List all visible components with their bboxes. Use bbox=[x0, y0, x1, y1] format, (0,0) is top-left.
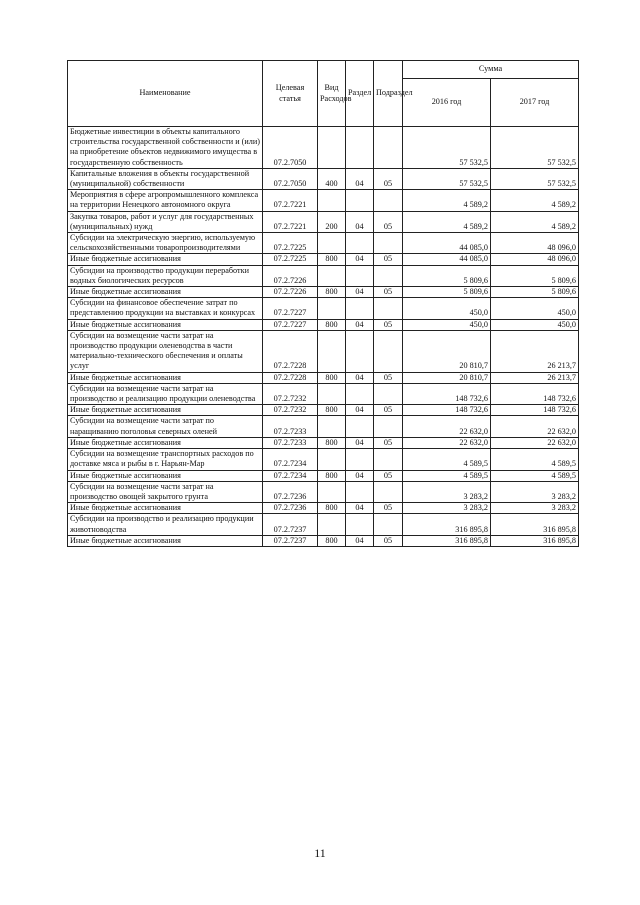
table-row bbox=[68, 514, 579, 535]
budget-table bbox=[67, 60, 579, 547]
row-razdel: 04 bbox=[346, 503, 374, 514]
row-name: Субсидии на возмещение части затрат на производство овощей закрытого грунта bbox=[68, 481, 263, 502]
row-sum-2016: 22 632,0 bbox=[403, 437, 491, 448]
row-podrazdel bbox=[374, 127, 403, 169]
row-razdel: 04 bbox=[346, 405, 374, 416]
row-razdel bbox=[346, 514, 374, 535]
row-sum-2016: 44 085,0 bbox=[403, 254, 491, 265]
row-target: 07.2.7221 bbox=[263, 211, 318, 232]
row-name: Капитальные вложения в объекты государственной (муниципальной) собственности bbox=[68, 168, 263, 189]
row-name: Субсидии на финансовое обеспечение затрат по представлению продукции на выставках и конкурсах bbox=[68, 298, 263, 319]
row-podrazdel bbox=[374, 514, 403, 535]
row-razdel bbox=[346, 330, 374, 372]
row-razdel bbox=[346, 449, 374, 470]
row-sum-2016: 20 810,7 bbox=[403, 372, 491, 383]
row-vid bbox=[318, 330, 346, 372]
table-row bbox=[68, 211, 579, 232]
row-vid: 800 bbox=[318, 319, 346, 330]
row-name: Иные бюджетные ассигнования bbox=[68, 287, 263, 298]
row-vid: 200 bbox=[318, 211, 346, 232]
row-sum-2016: 4 589,5 bbox=[403, 470, 491, 481]
row-sum-2017: 26 213,7 bbox=[491, 330, 579, 372]
row-podrazdel: 05 bbox=[374, 287, 403, 298]
row-podrazdel bbox=[374, 383, 403, 404]
row-name: Иные бюджетные ассигнования bbox=[68, 319, 263, 330]
row-name: Субсидии на производство продукции переработки водных биологических ресурсов bbox=[68, 265, 263, 286]
row-podrazdel bbox=[374, 190, 403, 211]
row-sum-2016: 316 895,8 bbox=[403, 514, 491, 535]
row-razdel bbox=[346, 190, 374, 211]
table-row bbox=[68, 535, 579, 546]
table-row bbox=[68, 233, 579, 254]
row-target: 07.2.7234 bbox=[263, 470, 318, 481]
header-vid: Вид Расходов bbox=[318, 61, 346, 127]
row-name: Субсидии на производство и реализацию продукции животноводства bbox=[68, 514, 263, 535]
row-sum-2016: 57 532,5 bbox=[403, 127, 491, 169]
header-2016: 2016 год bbox=[403, 79, 491, 127]
row-podrazdel: 05 bbox=[374, 372, 403, 383]
row-target: 07.2.7050 bbox=[263, 127, 318, 169]
row-target: 07.2.7227 bbox=[263, 319, 318, 330]
header-target: Целевая статья bbox=[263, 61, 318, 127]
row-sum-2017: 4 589,5 bbox=[491, 470, 579, 481]
row-podrazdel: 05 bbox=[374, 168, 403, 189]
row-vid: 800 bbox=[318, 535, 346, 546]
row-target: 07.2.7236 bbox=[263, 481, 318, 502]
row-sum-2016: 57 532,5 bbox=[403, 168, 491, 189]
table-row bbox=[68, 405, 579, 416]
row-razdel: 04 bbox=[346, 437, 374, 448]
row-sum-2017: 148 732,6 bbox=[491, 383, 579, 404]
row-sum-2017: 4 589,5 bbox=[491, 449, 579, 470]
row-sum-2017: 57 532,5 bbox=[491, 168, 579, 189]
row-podrazdel: 05 bbox=[374, 319, 403, 330]
row-sum-2016: 148 732,6 bbox=[403, 383, 491, 404]
row-name: Субсидии на возмещение транспортных расходов по доставке мяса и рыбы в г. Нарьян-Мар bbox=[68, 449, 263, 470]
table-row bbox=[68, 254, 579, 265]
row-sum-2017: 148 732,6 bbox=[491, 405, 579, 416]
row-sum-2016: 450,0 bbox=[403, 319, 491, 330]
row-sum-2016: 148 732,6 bbox=[403, 405, 491, 416]
row-razdel bbox=[346, 416, 374, 437]
row-podrazdel bbox=[374, 481, 403, 502]
row-sum-2016: 450,0 bbox=[403, 298, 491, 319]
table-row bbox=[68, 383, 579, 404]
row-sum-2016: 5 809,6 bbox=[403, 265, 491, 286]
row-name: Субсидии на возмещение части затрат на производство продукции оленеводства в части материально-технического обеспечения и оплаты услуг bbox=[68, 330, 263, 372]
row-podrazdel: 05 bbox=[374, 405, 403, 416]
table-row bbox=[68, 372, 579, 383]
row-target: 07.2.7233 bbox=[263, 437, 318, 448]
row-target: 07.2.7225 bbox=[263, 254, 318, 265]
row-name: Иные бюджетные ассигнования bbox=[68, 372, 263, 383]
row-razdel bbox=[346, 383, 374, 404]
row-sum-2017: 5 809,6 bbox=[491, 287, 579, 298]
row-target: 07.2.7050 bbox=[263, 168, 318, 189]
row-name: Иные бюджетные ассигнования bbox=[68, 254, 263, 265]
row-razdel bbox=[346, 233, 374, 254]
row-podrazdel bbox=[374, 233, 403, 254]
row-razdel bbox=[346, 265, 374, 286]
row-sum-2017: 4 589,2 bbox=[491, 211, 579, 232]
row-name: Иные бюджетные ассигнования bbox=[68, 437, 263, 448]
header-summa: Сумма bbox=[403, 61, 579, 79]
row-vid: 400 bbox=[318, 168, 346, 189]
row-razdel bbox=[346, 127, 374, 169]
row-target: 07.2.7228 bbox=[263, 330, 318, 372]
row-sum-2016: 4 589,2 bbox=[403, 211, 491, 232]
row-vid bbox=[318, 298, 346, 319]
row-name: Субсидии на возмещение части затрат по наращиванию поголовья северных оленей bbox=[68, 416, 263, 437]
row-name: Субсидии на возмещение части затрат на производство и реализацию продукции оленеводства bbox=[68, 383, 263, 404]
table-row bbox=[68, 470, 579, 481]
row-sum-2016: 5 809,6 bbox=[403, 287, 491, 298]
row-target: 07.2.7232 bbox=[263, 383, 318, 404]
row-podrazdel bbox=[374, 330, 403, 372]
row-sum-2017: 26 213,7 bbox=[491, 372, 579, 383]
row-sum-2016: 44 085,0 bbox=[403, 233, 491, 254]
table-row bbox=[68, 319, 579, 330]
row-razdel: 04 bbox=[346, 211, 374, 232]
row-vid bbox=[318, 233, 346, 254]
table-row bbox=[68, 416, 579, 437]
table-body bbox=[68, 127, 579, 547]
row-name: Субсидии на электрическую энергию, используемую сельскохозяйственными товаропроизводителями bbox=[68, 233, 263, 254]
row-name: Иные бюджетные ассигнования bbox=[68, 470, 263, 481]
row-vid bbox=[318, 127, 346, 169]
row-vid: 800 bbox=[318, 405, 346, 416]
table-row bbox=[68, 330, 579, 372]
row-target: 07.2.7232 bbox=[263, 405, 318, 416]
row-sum-2016: 3 283,2 bbox=[403, 481, 491, 502]
row-razdel bbox=[346, 298, 374, 319]
row-sum-2016: 3 283,2 bbox=[403, 503, 491, 514]
row-name: Иные бюджетные ассигнования bbox=[68, 405, 263, 416]
table-row bbox=[68, 449, 579, 470]
header-name: Наименование bbox=[68, 61, 263, 127]
row-razdel: 04 bbox=[346, 254, 374, 265]
row-sum-2017: 450,0 bbox=[491, 319, 579, 330]
row-podrazdel bbox=[374, 449, 403, 470]
row-razdel: 04 bbox=[346, 535, 374, 546]
row-sum-2017: 316 895,8 bbox=[491, 535, 579, 546]
row-razdel: 04 bbox=[346, 287, 374, 298]
row-podrazdel bbox=[374, 298, 403, 319]
row-sum-2017: 4 589,2 bbox=[491, 190, 579, 211]
row-name: Иные бюджетные ассигнования bbox=[68, 535, 263, 546]
row-podrazdel bbox=[374, 265, 403, 286]
table-row bbox=[68, 190, 579, 211]
row-razdel: 04 bbox=[346, 319, 374, 330]
row-vid: 800 bbox=[318, 254, 346, 265]
row-sum-2017: 22 632,0 bbox=[491, 437, 579, 448]
row-sum-2017: 48 096,0 bbox=[491, 254, 579, 265]
row-podrazdel: 05 bbox=[374, 535, 403, 546]
row-sum-2016: 316 895,8 bbox=[403, 535, 491, 546]
row-vid bbox=[318, 449, 346, 470]
row-target: 07.2.7227 bbox=[263, 298, 318, 319]
row-sum-2016: 4 589,5 bbox=[403, 449, 491, 470]
header-podrazdel: Подраздел bbox=[374, 61, 403, 127]
row-vid: 800 bbox=[318, 470, 346, 481]
header-razdel: Раздел bbox=[346, 61, 374, 127]
row-vid: 800 bbox=[318, 287, 346, 298]
row-vid: 800 bbox=[318, 437, 346, 448]
row-podrazdel: 05 bbox=[374, 470, 403, 481]
row-razdel bbox=[346, 481, 374, 502]
row-podrazdel: 05 bbox=[374, 437, 403, 448]
row-vid bbox=[318, 481, 346, 502]
table-row bbox=[68, 298, 579, 319]
row-target: 07.2.7237 bbox=[263, 535, 318, 546]
row-sum-2016: 22 632,0 bbox=[403, 416, 491, 437]
row-target: 07.2.7236 bbox=[263, 503, 318, 514]
row-target: 07.2.7221 bbox=[263, 190, 318, 211]
row-sum-2017: 5 809,6 bbox=[491, 265, 579, 286]
row-vid bbox=[318, 265, 346, 286]
row-vid bbox=[318, 190, 346, 211]
table-row bbox=[68, 168, 579, 189]
row-target: 07.2.7226 bbox=[263, 265, 318, 286]
row-sum-2017: 450,0 bbox=[491, 298, 579, 319]
row-vid: 800 bbox=[318, 372, 346, 383]
row-name: Закупка товаров, работ и услуг для государственных (муниципальных) нужд bbox=[68, 211, 263, 232]
table-row bbox=[68, 127, 579, 169]
row-target: 07.2.7228 bbox=[263, 372, 318, 383]
row-razdel: 04 bbox=[346, 470, 374, 481]
table-row bbox=[68, 437, 579, 448]
table-row bbox=[68, 265, 579, 286]
row-razdel: 04 bbox=[346, 168, 374, 189]
table-row bbox=[68, 503, 579, 514]
page-number: 11 bbox=[314, 846, 326, 860]
row-podrazdel: 05 bbox=[374, 211, 403, 232]
row-name: Иные бюджетные ассигнования bbox=[68, 503, 263, 514]
row-name: Мероприятия в сфере агропромышленного комплекса на территории Ненецкого автономного округа bbox=[68, 190, 263, 211]
row-name: Бюджетные инвестиции в объекты капитального строительства государственной собственности и (или) на приобретение объектов недвижимого имущества в государственную собственность bbox=[68, 127, 263, 169]
row-vid: 800 bbox=[318, 503, 346, 514]
row-target: 07.2.7226 bbox=[263, 287, 318, 298]
header-2017: 2017 год bbox=[491, 79, 579, 127]
row-sum-2017: 57 532,5 bbox=[491, 127, 579, 169]
row-vid bbox=[318, 416, 346, 437]
row-sum-2017: 3 283,2 bbox=[491, 503, 579, 514]
row-sum-2017: 48 096,0 bbox=[491, 233, 579, 254]
row-podrazdel: 05 bbox=[374, 503, 403, 514]
table-row bbox=[68, 287, 579, 298]
row-vid bbox=[318, 383, 346, 404]
row-razdel: 04 bbox=[346, 372, 374, 383]
row-target: 07.2.7237 bbox=[263, 514, 318, 535]
row-podrazdel bbox=[374, 416, 403, 437]
row-target: 07.2.7234 bbox=[263, 449, 318, 470]
row-sum-2017: 3 283,2 bbox=[491, 481, 579, 502]
row-sum-2016: 4 589,2 bbox=[403, 190, 491, 211]
row-target: 07.2.7225 bbox=[263, 233, 318, 254]
row-podrazdel: 05 bbox=[374, 254, 403, 265]
row-sum-2017: 22 632,0 bbox=[491, 416, 579, 437]
row-sum-2016: 20 810,7 bbox=[403, 330, 491, 372]
row-sum-2017: 316 895,8 bbox=[491, 514, 579, 535]
row-vid bbox=[318, 514, 346, 535]
table-row bbox=[68, 481, 579, 502]
row-target: 07.2.7233 bbox=[263, 416, 318, 437]
